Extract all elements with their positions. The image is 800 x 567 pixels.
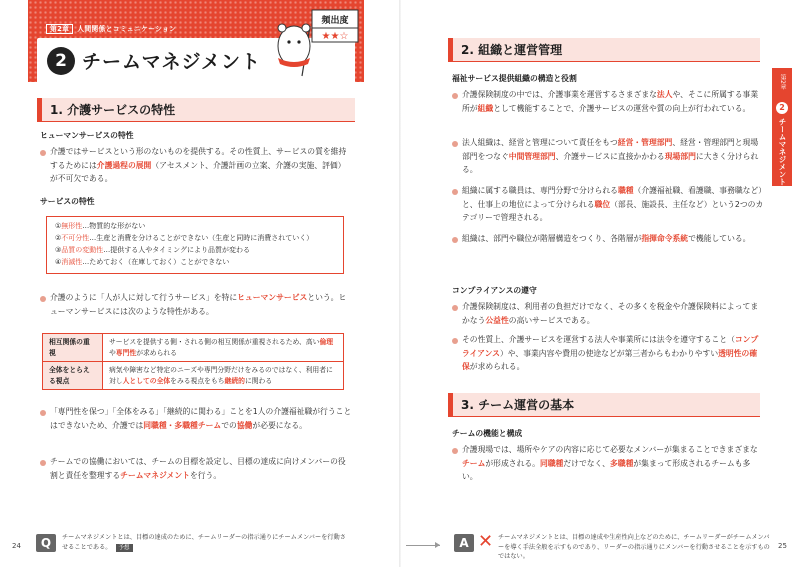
table-cell: [103, 362, 344, 390]
side-tab-title: チームマネジメント: [778, 118, 787, 186]
section-header-organization: [448, 38, 760, 62]
mascot-illustration: [272, 6, 362, 78]
table-row: [43, 362, 344, 390]
text-run: （介護福祉職、看護職、事務職など）と、仕事上の地位によって分けられる: [462, 186, 763, 209]
text-run: （アセスメント、介護計画の立案、介護の実施、評価）が不可欠である。: [50, 160, 346, 184]
human-service-traits-table: [42, 333, 344, 390]
side-tab-number: 2: [776, 102, 788, 114]
highlighted-term: チーム: [462, 458, 486, 468]
quiz-question-badge: Q: [36, 534, 56, 552]
quiz-question-text: [62, 533, 352, 552]
text-run: 介護保険制度は、利用者の負担だけでなく、その多くを税金や介護保険料によってまかなう: [462, 302, 759, 325]
quiz-answer-text: チームマネジメントとは、目標の達成や生産性向上などのために、チームリーダーがチームメンバーを導く手法全般を示すものであり、リーダーの指示通りにメンバーを行動させることを示すものではない。: [498, 534, 770, 561]
highlighted-term: チームマネジメント: [120, 470, 190, 480]
text-run: 介護保険制度の中では、介護事業を運営するさまざまな: [462, 90, 657, 99]
highlighted-term: 消滅性: [61, 257, 83, 266]
arrow-icon: [406, 545, 440, 546]
paragraph-hierarchy: [452, 232, 764, 246]
text-run: …物質的な形がない: [82, 222, 146, 230]
paragraph-compliance: [452, 333, 764, 374]
quiz-level-badge: 予想: [116, 544, 133, 552]
text-run: や: [109, 348, 116, 357]
text-run: を行う。: [189, 470, 222, 480]
highlighted-term: ヒューマンサービス: [237, 293, 308, 302]
chapter-side-tab[interactable]: [772, 68, 792, 186]
frequency-label: 頻出度: [321, 16, 349, 26]
paragraph-departments: [452, 136, 764, 177]
text-run: …提供する人やタイミングにより品質が変わる: [103, 245, 251, 254]
paragraph-team-management: [40, 455, 352, 482]
highlighted-term: 同職種・多職種チーム: [143, 420, 222, 430]
highlighted-term: 経営・管理部門: [617, 138, 673, 147]
subheading-service-features: サービスの特性: [40, 197, 95, 206]
feature-item: [55, 257, 335, 269]
text-run: に大きく分けられる。: [462, 151, 759, 175]
feature-item: [55, 245, 335, 257]
text-run: 法人組織は、経営と管理について責任をもつ: [462, 138, 618, 147]
text-run: が求められる。: [469, 362, 525, 372]
text-run: だけでなく、: [563, 458, 610, 468]
quiz-answer-badge: A: [454, 534, 474, 552]
highlighted-term: 継続的: [224, 376, 245, 385]
frequency-stars: ★★☆: [321, 31, 349, 42]
highlighted-term: 職位: [594, 199, 611, 209]
subheading-organization-structure: 福祉サービス提供組織の構造と役割: [452, 74, 577, 83]
text-run: ①: [55, 222, 62, 230]
text-run: 病気や障害など特定のニーズや専門分野だけをみるのではなく、利用者に対し: [109, 366, 333, 385]
table-cell: [103, 334, 344, 362]
paragraph-care-process: [40, 145, 352, 186]
text-run: （部長、施設長、主任など）という2つのカテゴリーで管理される。: [462, 199, 764, 223]
text-run: ③: [55, 245, 62, 254]
highlighted-term: 多職種: [609, 458, 634, 468]
highlighted-term: 公益性: [485, 315, 509, 325]
page-title: チームマネジメント: [82, 51, 262, 73]
text-run: 「専門性を保つ」「全体をみる」「継続的に関わる」ことを1人の介護福祉職が行うことはできないため、介護では: [50, 407, 352, 430]
feature-item: [55, 221, 335, 233]
highlighted-term: 協働: [236, 420, 253, 430]
text-run: という。ヒューマンサービスには次のような特性がある。: [50, 293, 347, 316]
text-run: ④: [55, 257, 62, 266]
text-run: 介護のように「人が人に対して行うサービス」を特に: [50, 293, 238, 302]
highlighted-term: 指揮命令系統: [641, 234, 689, 243]
text-run: サービスを提供する側・される側の相互関係が重視されるため、高い: [109, 338, 320, 346]
page-number-left: 24: [12, 542, 21, 550]
highlighted-term: コンプライアンス: [462, 335, 759, 358]
side-tab-chapter: 第2章: [779, 74, 786, 90]
highlighted-term: 品質の変動性: [61, 245, 104, 254]
feature-item: [55, 233, 335, 245]
chapter-label: [46, 24, 176, 36]
text-run: 、経営・管理部門と現場部門をつなぐ: [462, 138, 759, 161]
text-run: チームでの協働においては、チームの目標を設定し、目標の達成に向けメンバーの役割と責任を整理する: [50, 457, 346, 480]
subheading-compliance: コンプライアンスの遵守: [452, 286, 537, 295]
section-number-badge: 2: [47, 47, 75, 75]
subheading-human-service: ヒューマンサービスの特性: [40, 131, 134, 140]
text-run: での: [221, 420, 237, 430]
text-run: で機能している。: [688, 234, 751, 243]
text-run: 組織に属する職員は、専門分野で分けられる: [462, 186, 618, 195]
cross-icon: ✕: [478, 531, 494, 552]
text-run: …ためておく（在庫しておく）ことができない: [82, 257, 230, 266]
highlighted-term: 組織: [477, 103, 494, 113]
text-run: ）や、事業内容や費用の使途などが第三者からもわかりやすい: [499, 348, 719, 358]
text-run: 、介護サービスに直接かかわる: [555, 151, 665, 161]
text-run: をみる視点をもち: [170, 376, 225, 385]
paragraph-human-service: [40, 291, 352, 318]
paragraph-team-collaboration: [40, 405, 352, 432]
text-run: や、そこに所属する事業所が: [462, 90, 759, 113]
paragraph-corporations: [452, 88, 764, 115]
highlighted-term: 同職種: [539, 458, 564, 468]
section-header-service-characteristics: [37, 98, 355, 122]
highlighted-term: 無形性: [61, 222, 83, 230]
section-heading: 1. 介護サービスの特性: [50, 103, 176, 117]
subheading-team-function: チームの機能と構成: [452, 429, 523, 438]
section-header-team-operation: [448, 393, 760, 417]
table-row-heading: 全体をとらえる視点: [43, 362, 103, 390]
section-heading: 2. 組織と運営管理: [461, 43, 563, 57]
text-run: の高いサービスである。: [508, 315, 595, 325]
highlighted-term: 不可分性: [61, 233, 90, 242]
text-run: が形成される。: [485, 458, 540, 468]
table-row: [43, 334, 344, 362]
text-run: ②: [55, 233, 62, 242]
table-row-heading: 相互関係の重視: [43, 334, 103, 362]
text-run: に関わる: [244, 376, 273, 385]
highlighted-term: 透明性の確保: [462, 348, 758, 372]
paragraph-job-types: [452, 184, 764, 225]
chapter-tag: 第2章: [46, 24, 73, 34]
highlighted-term: 倫理: [319, 338, 334, 346]
text-run: 介護現場では、場所やケアの内容に応じて必要なメンバーが集まることできまざまな: [462, 445, 758, 454]
highlighted-term: 職種: [617, 186, 634, 195]
paragraph-team-formation: [452, 443, 764, 484]
quiz-question: チームマネジメントとは、目標の達成のために、チームリーダーの指示通りにチームメンバーを行動させることである。: [62, 534, 346, 551]
page-number-right: 25: [778, 542, 787, 550]
text-run: 介護ではサービスという形のないものを提供する。その性質上、サービスの質を維持するためには: [50, 147, 347, 170]
text-run: が必要になる。: [252, 420, 307, 430]
highlighted-term: 介護過程の展開: [96, 160, 152, 170]
text-run: として機能することで、介護サービスの運営や質の向上が行われている。: [493, 103, 751, 113]
highlighted-term: 専門性: [115, 348, 137, 357]
text-run: が集まって形成されるチームも多い。: [462, 458, 751, 482]
right-page: [400, 0, 800, 567]
highlighted-term: 現場部門: [664, 151, 696, 161]
highlighted-term: 法人: [656, 90, 673, 99]
section-heading: 3. チーム運営の基本: [461, 398, 575, 412]
highlighted-term: 中間管理部門: [508, 151, 556, 161]
paragraph-public-interest: [452, 300, 764, 327]
service-features-box: [46, 216, 344, 274]
text-run: が求められる: [136, 348, 177, 357]
chapter-title: 人間関係とコミュニケーション: [77, 25, 177, 33]
highlighted-term: 人としての全体: [122, 376, 171, 385]
text-run: …生産と消費を分けることができない（生産と同時に消費されていく）: [89, 233, 314, 242]
text-run: その性質上、介護サービスを運営する法人や事業所には法令を遵守すること（: [462, 335, 735, 344]
text-run: 組織は、部門や職位が階層構造をつくり、各階層が: [462, 234, 642, 243]
